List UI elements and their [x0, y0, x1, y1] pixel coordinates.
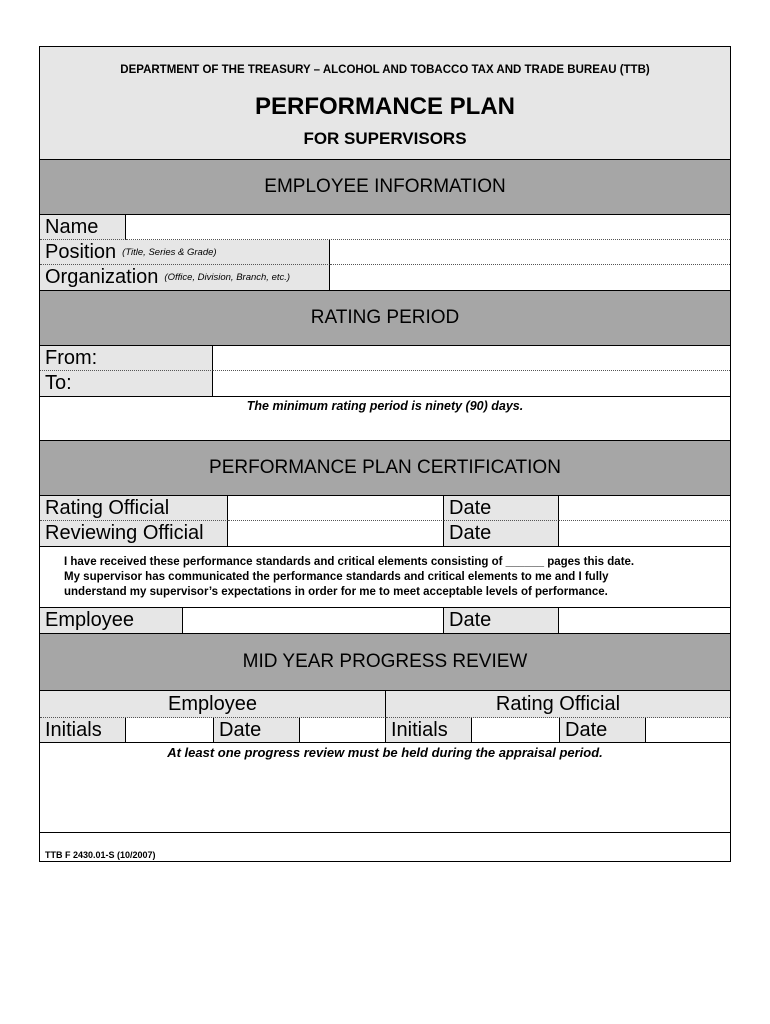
employee-review-date-input[interactable]	[300, 718, 385, 742]
employee-date-label: Date	[444, 607, 559, 633]
position-label: Position	[45, 240, 117, 263]
official-review-date-input[interactable]	[646, 718, 730, 742]
section-certification: PERFORMANCE PLAN CERTIFICATION	[40, 440, 730, 496]
organization-label-cell	[40, 265, 330, 290]
organization-label: Organization	[45, 266, 159, 288]
reviewing-official-field[interactable]	[228, 521, 444, 547]
employee-signature-label: Employee	[40, 607, 183, 633]
organization-hint: (Office, Division, Branch, etc.)	[164, 272, 291, 283]
rating-official-date-field[interactable]	[559, 496, 730, 521]
to-date-input[interactable]	[213, 371, 730, 396]
employee-signature-field[interactable]	[183, 607, 444, 633]
rating-official-date-label: Date	[444, 496, 559, 521]
certification-statement-line-3: understand my supervisor’s expectations in order for me to meet acceptable levels of performance.	[64, 586, 608, 598]
mid-year-rating-official-label: Rating Official	[495, 692, 621, 715]
page-subtitle: FOR SUPERVISORS	[303, 129, 467, 148]
name-field[interactable]	[126, 215, 730, 240]
reviewing-official-date-field[interactable]	[559, 521, 730, 547]
employee-signature-input[interactable]	[183, 608, 443, 633]
employee-initials-label: Initials	[40, 718, 126, 743]
official-review-date-label: Date	[560, 718, 646, 743]
section-rating-period: RATING PERIOD	[40, 290, 730, 346]
mid-year-employee-label: Employee	[168, 692, 257, 715]
reviewing-official-input[interactable]	[228, 521, 443, 546]
employee-review-date-field[interactable]	[300, 718, 386, 743]
from-label: From:	[40, 346, 213, 371]
certification-statement	[64, 555, 724, 600]
performance-plan-form	[39, 46, 731, 862]
organization-field[interactable]	[330, 265, 730, 290]
name-input[interactable]	[126, 215, 730, 239]
employee-review-date-label: Date	[214, 718, 300, 743]
rating-period-note: The minimum rating period is ninety (90) days.	[246, 399, 524, 413]
organization-input[interactable]	[330, 265, 730, 290]
reviewing-official-label: Reviewing Official	[40, 521, 228, 547]
certification-statement-line-1: I have received these performance standards and critical elements consisting of ______ pages this date.	[64, 556, 635, 568]
mid-year-note: At least one progress review must be held during the appraisal period.	[167, 745, 603, 760]
footer-divider	[40, 832, 730, 833]
reviewing-official-date-input[interactable]	[559, 521, 730, 546]
from-date-input[interactable]	[213, 346, 730, 370]
to-field[interactable]	[213, 371, 730, 397]
position-hint: (Title, Series & Grade)	[122, 246, 217, 258]
name-label: Name	[40, 215, 126, 240]
to-label: To:	[40, 371, 213, 397]
official-review-date-field[interactable]	[646, 718, 730, 743]
employee-date-input[interactable]	[559, 608, 730, 633]
rating-official-input[interactable]	[228, 496, 443, 520]
mid-year-employee-heading	[40, 691, 386, 718]
rating-official-field[interactable]	[228, 496, 444, 521]
position-field[interactable]	[330, 240, 730, 265]
position-input[interactable]	[330, 240, 730, 264]
official-initials-field[interactable]	[472, 718, 560, 743]
employee-date-field[interactable]	[559, 607, 730, 633]
official-initials-input[interactable]	[472, 718, 559, 742]
page-title: PERFORMANCE PLAN	[254, 93, 515, 120]
from-field[interactable]	[213, 346, 730, 371]
official-initials-label: Initials	[386, 718, 472, 743]
mid-year-rating-official-heading	[386, 691, 730, 718]
position-label-cell	[40, 240, 330, 265]
reviewing-official-date-label: Date	[444, 521, 559, 547]
certification-statement-line-2: My supervisor has communicated the performance standards and critical elements to me and I fully	[64, 571, 609, 583]
form-header	[40, 47, 730, 159]
employee-initials-input[interactable]	[126, 718, 213, 742]
section-employee-information: EMPLOYEE INFORMATION	[40, 159, 730, 215]
department-line: DEPARTMENT OF THE TREASURY – ALCOHOL AND TOBACCO TAX AND TRADE BUREAU (TTB)	[120, 64, 650, 76]
employee-initials-field[interactable]	[126, 718, 214, 743]
form-number: TTB F 2430.01-S (10/2007)	[45, 850, 156, 860]
section-mid-year-review: MID YEAR PROGRESS REVIEW	[40, 633, 730, 691]
rating-official-date-input[interactable]	[559, 496, 730, 520]
rating-official-label: Rating Official	[40, 496, 228, 521]
